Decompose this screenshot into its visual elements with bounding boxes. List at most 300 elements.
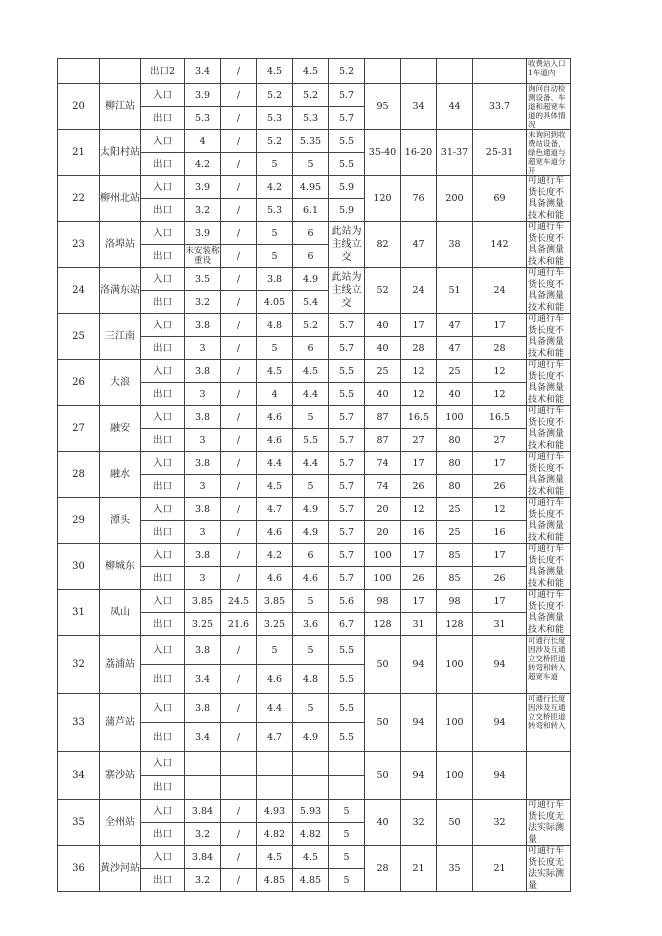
- table-row: [58, 176, 571, 199]
- value-d: 5: [293, 636, 329, 665]
- value-c: 4.93: [257, 800, 293, 823]
- metric-m2: 31: [401, 613, 437, 636]
- metric-m2: 27: [401, 429, 437, 452]
- value-e: 5.7: [329, 567, 365, 590]
- value-e: 5.7: [329, 498, 365, 521]
- value-a: 3.8: [185, 694, 221, 723]
- value-d: 5.5: [293, 429, 329, 452]
- metric-m2: 17: [401, 544, 437, 567]
- port-label: 出口: [141, 823, 185, 846]
- station-no: 20: [58, 84, 100, 130]
- metric-cell: [365, 59, 401, 84]
- metric-m1: 128: [365, 613, 401, 636]
- port-label: 出口: [141, 665, 185, 694]
- value-e: 5.9: [329, 176, 365, 199]
- value-b: /: [221, 199, 257, 222]
- value-e: 5.5: [329, 665, 365, 694]
- station-no: 32: [58, 636, 100, 694]
- note-cell: [527, 176, 571, 222]
- value-b: /: [221, 452, 257, 475]
- metric-m3: 44: [437, 84, 473, 130]
- station-name: 柳江站: [100, 84, 141, 130]
- value-a: 3.84: [185, 846, 221, 869]
- metric-m3: 47: [437, 314, 473, 337]
- value-c: 5.2: [257, 84, 293, 107]
- value-c: 5: [257, 245, 293, 268]
- port-label: 入口: [141, 222, 185, 245]
- value-e: 5.7: [329, 475, 365, 498]
- metric-m3: 51: [437, 268, 473, 314]
- value-b: /: [221, 429, 257, 452]
- value-b: /: [221, 869, 257, 892]
- metric-m3: 35: [437, 846, 473, 892]
- value-a: 3.8: [185, 406, 221, 429]
- metric-cell: [401, 59, 437, 84]
- value-c: 4.5: [257, 475, 293, 498]
- metric-m4: 24: [473, 268, 527, 314]
- value-c: 4.2: [257, 544, 293, 567]
- value-c: 4.6: [257, 406, 293, 429]
- note-text: 可通行车货长度不具备测量技术和能: [528, 590, 565, 634]
- metric-m4: 26: [473, 567, 527, 590]
- metric-m1: 50: [365, 636, 401, 694]
- metric-m2: 12: [401, 498, 437, 521]
- value-b: /: [221, 383, 257, 406]
- metric-m1: 52: [365, 268, 401, 314]
- value-e: [329, 752, 365, 776]
- note-cell: [527, 452, 571, 498]
- metric-m2: 94: [401, 636, 437, 694]
- port-label: 出口: [141, 337, 185, 360]
- value-c: 4.7: [257, 498, 293, 521]
- port-label: 出口: [141, 567, 185, 590]
- note-cell: [527, 406, 571, 452]
- value-e: 5.7: [329, 429, 365, 452]
- station-no: 26: [58, 360, 100, 406]
- metric-m1: 87: [365, 406, 401, 429]
- value-b: /: [221, 665, 257, 694]
- metric-m4: 16: [473, 521, 527, 544]
- value-b: /: [221, 107, 257, 130]
- value-b: /: [221, 846, 257, 869]
- value-d: 5.2: [293, 314, 329, 337]
- value-b: /: [221, 314, 257, 337]
- table-row: [58, 84, 571, 107]
- value-b: /: [221, 222, 257, 245]
- value-e: 5.7: [329, 521, 365, 544]
- value-a: 3.84: [185, 800, 221, 823]
- value-d: 6: [293, 544, 329, 567]
- port-label: 出口: [141, 776, 185, 800]
- cell-b: /: [221, 59, 257, 84]
- value-b: /: [221, 636, 257, 665]
- metric-m4: 94: [473, 636, 527, 694]
- port-label: 出口: [141, 613, 185, 636]
- table-row: [58, 590, 571, 613]
- value-b: /: [221, 245, 257, 268]
- note-cell: [527, 590, 571, 636]
- station-name: 凤山: [100, 590, 141, 636]
- value-a: 3: [185, 567, 221, 590]
- metric-m1: 82: [365, 222, 401, 268]
- value-d: 4.4: [293, 383, 329, 406]
- value-b: /: [221, 84, 257, 107]
- station-no: 34: [58, 752, 100, 800]
- value-b: /: [221, 567, 257, 590]
- table-row: [58, 268, 571, 291]
- value-c: 4.6: [257, 429, 293, 452]
- merged-note: 此站为主线立交: [329, 222, 365, 268]
- port-label: 入口: [141, 590, 185, 613]
- port-label: 入口: [141, 360, 185, 383]
- value-a: 3.25: [185, 613, 221, 636]
- metric-m2: 24: [401, 268, 437, 314]
- port-label: 入口: [141, 800, 185, 823]
- value-b: /: [221, 360, 257, 383]
- value-e: 5.7: [329, 337, 365, 360]
- station-name: 蒲芦站: [100, 694, 141, 752]
- value-c: 4.7: [257, 723, 293, 752]
- value-b: /: [221, 291, 257, 314]
- port-label: 入口: [141, 176, 185, 199]
- note-cell: [527, 636, 571, 694]
- value-b: /: [221, 694, 257, 723]
- value-a: 4: [185, 130, 221, 153]
- note-cell: [527, 84, 571, 130]
- value-a: 3.85: [185, 590, 221, 613]
- port-label: 出口: [141, 107, 185, 130]
- table-row: [58, 846, 571, 869]
- value-c: 4: [257, 383, 293, 406]
- value-b: /: [221, 406, 257, 429]
- value-e: [329, 776, 365, 800]
- station-no: 27: [58, 406, 100, 452]
- value-c: 5.3: [257, 199, 293, 222]
- metric-m2: 28: [401, 337, 437, 360]
- metric-m4: 17: [473, 544, 527, 567]
- station-name: 融安: [100, 406, 141, 452]
- value-c: 5: [257, 636, 293, 665]
- value-e: 5.6: [329, 590, 365, 613]
- note-text: 未询问到收费站设备，绿色通道与超宽车道分开: [528, 130, 566, 174]
- value-b: [221, 776, 257, 800]
- note-text: 可通行车货长度不具备测量技术和能: [528, 498, 565, 542]
- note-text: 可通行车货长度不具备测量技术和能: [528, 406, 565, 450]
- metric-m4: 27: [473, 429, 527, 452]
- note-cell: [527, 800, 571, 846]
- value-e: 5.5: [329, 130, 365, 153]
- metric-m2: 76: [401, 176, 437, 222]
- value-d: 6: [293, 337, 329, 360]
- note-cell: [527, 360, 571, 406]
- note-text: 可通行车货长度不具备测量技术和能: [528, 268, 565, 312]
- value-b: /: [221, 475, 257, 498]
- station-no: 25: [58, 314, 100, 360]
- value-d: 6: [293, 245, 329, 268]
- metric-m1: 20: [365, 521, 401, 544]
- value-a: 4.2: [185, 153, 221, 176]
- station-name: 太阳村站: [100, 130, 141, 176]
- value-a: 3.8: [185, 360, 221, 383]
- note-text: 可通行长度因涉及互通立交桥匝道转弯和转入: [528, 694, 566, 730]
- value-d: 5.93: [293, 800, 329, 823]
- value-a: [185, 776, 221, 800]
- value-d: 4.9: [293, 498, 329, 521]
- metric-m4: 26: [473, 475, 527, 498]
- station-no: 30: [58, 544, 100, 590]
- metric-m3: 98: [437, 590, 473, 613]
- station-name: 柳城东: [100, 544, 141, 590]
- note-text: 可通行车货长度无法实际测量: [528, 846, 565, 890]
- metric-m2: 12: [401, 360, 437, 383]
- metric-m4: 94: [473, 752, 527, 800]
- metric-m3: 200: [437, 176, 473, 222]
- metric-m4: 17: [473, 314, 527, 337]
- metric-m1: 120: [365, 176, 401, 222]
- value-c: 4.85: [257, 869, 293, 892]
- value-a: 未安装称重设: [185, 246, 220, 266]
- metric-m2: 26: [401, 567, 437, 590]
- value-c: [257, 752, 293, 776]
- metric-m1: 40: [365, 383, 401, 406]
- value-c: 3.25: [257, 613, 293, 636]
- value-a: 3.2: [185, 823, 221, 846]
- port-label: 入口: [141, 544, 185, 567]
- metric-m3: 47: [437, 337, 473, 360]
- value-d: [293, 752, 329, 776]
- station-no: 22: [58, 176, 100, 222]
- value-c: 5.2: [257, 130, 293, 153]
- note-text: 可通行车货长度不具备测量技术和能: [528, 360, 565, 404]
- value-d: 5.35: [293, 130, 329, 153]
- value-b: /: [221, 130, 257, 153]
- metric-cell: [473, 59, 527, 84]
- port-label: 出口: [141, 245, 185, 268]
- note-cell: [527, 544, 571, 590]
- station-name: 大浪: [100, 360, 141, 406]
- value-c: 4.8: [257, 314, 293, 337]
- metric-m2: 94: [401, 752, 437, 800]
- value-a: 3.5: [185, 268, 221, 291]
- value-a: 3.8: [185, 498, 221, 521]
- port-label: 入口: [141, 636, 185, 665]
- value-a: 3: [185, 383, 221, 406]
- cell-a: 3.4: [185, 59, 221, 84]
- table-row: [58, 452, 571, 475]
- metric-m3: 100: [437, 694, 473, 752]
- station-name: 荔浦站: [100, 636, 141, 694]
- metric-m3: 100: [437, 752, 473, 800]
- cell-d: 4.5: [293, 59, 329, 84]
- value-a: 3.9: [185, 84, 221, 107]
- metric-m1: 100: [365, 567, 401, 590]
- note-text: 询问自动检测设备、车道和超宽车道的具体情况: [528, 84, 566, 128]
- note-text: 可通行车货长度不具备测量技术和能: [528, 222, 565, 266]
- value-c: 3.85: [257, 590, 293, 613]
- note-text: 可通行车货长度不具备测量技术和能: [528, 544, 565, 588]
- metric-m3: 80: [437, 452, 473, 475]
- note-text: 可通行车货长度不具备测量技术和能: [528, 452, 565, 496]
- value-d: 5: [293, 590, 329, 613]
- port-label: 入口: [141, 452, 185, 475]
- station-no: 21: [58, 130, 100, 176]
- value-c: 3.8: [257, 268, 293, 291]
- metric-m2: 16.5: [401, 406, 437, 429]
- value-b: /: [221, 544, 257, 567]
- station-no: 31: [58, 590, 100, 636]
- metric-m3: 85: [437, 544, 473, 567]
- metric-m1: 35-40: [365, 130, 401, 176]
- value-e: 5.7: [329, 314, 365, 337]
- value-a: 3.4: [185, 665, 221, 694]
- value-e: 5.7: [329, 84, 365, 107]
- table-row: [58, 498, 571, 521]
- port-label: 入口: [141, 694, 185, 723]
- table-row: [58, 360, 571, 383]
- value-d: 4.6: [293, 567, 329, 590]
- value-d: 4.9: [293, 268, 329, 291]
- port-label: 出口: [141, 429, 185, 452]
- name-cell: [100, 59, 141, 84]
- value-c: 4.5: [257, 846, 293, 869]
- note-cell: [527, 752, 571, 800]
- station-table: [57, 58, 571, 892]
- note-cell: [527, 59, 571, 84]
- value-c: 5: [257, 222, 293, 245]
- metric-m3: 40: [437, 383, 473, 406]
- station-name: 柳州北站: [100, 176, 141, 222]
- note-text: 可通行车货长度无法实际测量: [528, 800, 565, 844]
- metric-m4: 94: [473, 694, 527, 752]
- value-a: 3.9: [185, 222, 221, 245]
- port-label: 出口: [141, 521, 185, 544]
- value-d: 5: [293, 694, 329, 723]
- value-c: 5: [257, 337, 293, 360]
- table-row: [58, 314, 571, 337]
- value-d: 4.85: [293, 869, 329, 892]
- metric-m2: 17: [401, 590, 437, 613]
- value-e: 5.7: [329, 406, 365, 429]
- table-row: [58, 800, 571, 823]
- value-a: 3.8: [185, 314, 221, 337]
- port-label: 出口: [141, 153, 185, 176]
- metric-m3: 31-37: [437, 130, 473, 176]
- metric-m1: 50: [365, 694, 401, 752]
- value-b: /: [221, 268, 257, 291]
- note-text: 可通行车货长度不具备测量技术和能: [528, 314, 565, 358]
- value-a: 3.4: [185, 723, 221, 752]
- metric-m3: 80: [437, 475, 473, 498]
- metric-m2: 32: [401, 800, 437, 846]
- value-a: 3.9: [185, 176, 221, 199]
- value-a: 3.8: [185, 636, 221, 665]
- metric-m4: 31: [473, 613, 527, 636]
- table-row: [58, 59, 571, 84]
- value-e: 5.5: [329, 723, 365, 752]
- port-label: 出口: [141, 291, 185, 314]
- note-text: 可通行长度因涉及互通立交桥匝道转弯和转入超宽车道: [528, 636, 566, 681]
- value-a: 3.2: [185, 291, 221, 314]
- port-label: 入口: [141, 84, 185, 107]
- metric-m1: 95: [365, 84, 401, 130]
- station-no: 35: [58, 800, 100, 846]
- metric-m3: 25: [437, 521, 473, 544]
- note-cell: [527, 498, 571, 544]
- value-d: 3.6: [293, 613, 329, 636]
- value-c: 5: [257, 153, 293, 176]
- value-a: 5.3: [185, 107, 221, 130]
- table-row: [58, 694, 571, 723]
- value-b: /: [221, 337, 257, 360]
- value-a: 3.8: [185, 452, 221, 475]
- value-b: /: [221, 521, 257, 544]
- value-d: 4.8: [293, 665, 329, 694]
- note-text: 可通行车货长度不具备测量技术和能: [528, 176, 565, 220]
- value-a: 3: [185, 337, 221, 360]
- station-name: 寨沙站: [100, 752, 141, 800]
- station-name: 洛满东站: [100, 268, 141, 314]
- metric-m1: 40: [365, 337, 401, 360]
- metric-m2: 17: [401, 314, 437, 337]
- value-d: 4.5: [293, 360, 329, 383]
- value-d: 4.9: [293, 723, 329, 752]
- metric-m3: 85: [437, 567, 473, 590]
- cell-e: 5.2: [329, 59, 365, 84]
- table-row: [58, 752, 571, 776]
- value-a: 3.8: [185, 544, 221, 567]
- value-b: 21.6: [221, 613, 257, 636]
- station-no: 33: [58, 694, 100, 752]
- metric-m4: 17: [473, 590, 527, 613]
- value-b: /: [221, 153, 257, 176]
- station-name: 洛埠站: [100, 222, 141, 268]
- metric-m1: 20: [365, 498, 401, 521]
- metric-m3: 50: [437, 800, 473, 846]
- metric-m1: 74: [365, 452, 401, 475]
- metric-m4: 142: [473, 222, 527, 268]
- port-label: 入口: [141, 846, 185, 869]
- value-e: 5: [329, 846, 365, 869]
- value-e: 5: [329, 823, 365, 846]
- value-d: 5: [293, 475, 329, 498]
- station-name: 潭头: [100, 498, 141, 544]
- metric-m1: 40: [365, 314, 401, 337]
- value-b: /: [221, 176, 257, 199]
- value-c: 4.6: [257, 567, 293, 590]
- note-cell: [527, 222, 571, 268]
- metric-m4: 12: [473, 383, 527, 406]
- value-d: 5: [293, 153, 329, 176]
- metric-m4: 32: [473, 800, 527, 846]
- value-b: /: [221, 723, 257, 752]
- value-e: 5.5: [329, 383, 365, 406]
- metric-m3: 128: [437, 613, 473, 636]
- port-label: 入口: [141, 314, 185, 337]
- metric-m3: 25: [437, 360, 473, 383]
- value-a: 3: [185, 521, 221, 544]
- value-d: 5.2: [293, 84, 329, 107]
- value-e: 5.7: [329, 452, 365, 475]
- value-a: [185, 752, 221, 776]
- metric-m2: 16: [401, 521, 437, 544]
- note-cell: [527, 694, 571, 752]
- table-row: [58, 544, 571, 567]
- value-c: [257, 776, 293, 800]
- note-cell: [527, 268, 571, 314]
- station-no: 24: [58, 268, 100, 314]
- cell-c: 4.5: [257, 59, 293, 84]
- value-e: 5.5: [329, 694, 365, 723]
